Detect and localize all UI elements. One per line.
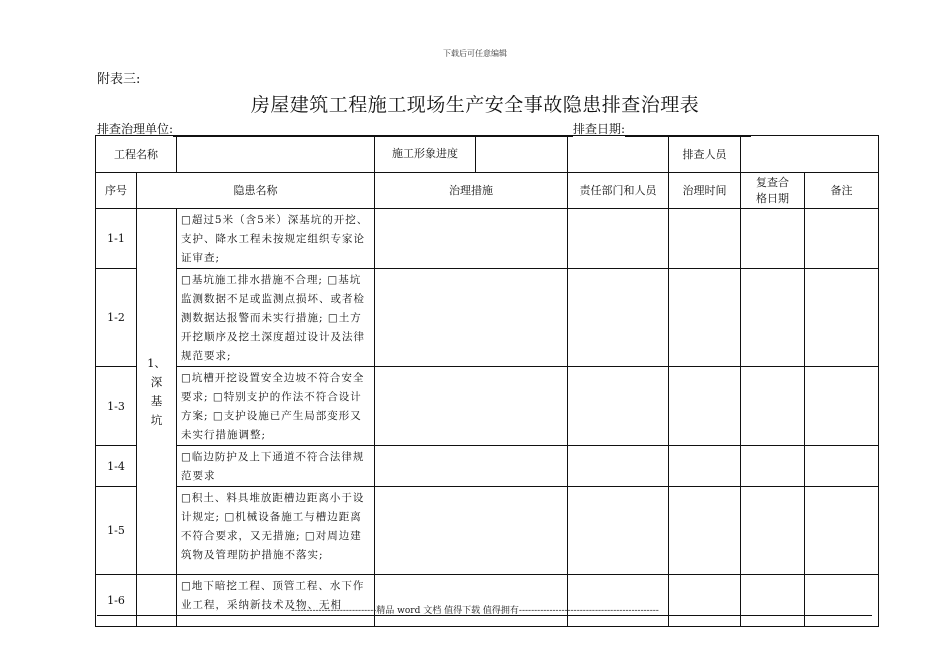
progress-label: 施工形象进度 <box>375 136 476 172</box>
col-recheck: 复查合格日期 <box>741 173 805 209</box>
col-no: 序号 <box>96 173 137 209</box>
row-no: 1-4 <box>96 446 137 487</box>
col-dept: 责任部门和人员 <box>568 173 669 209</box>
time-cell <box>669 575 741 627</box>
progress-cell <box>375 136 568 173</box>
measure-cell <box>375 487 568 575</box>
measure-cell <box>375 209 568 269</box>
table-row <box>96 446 879 487</box>
dept-cell <box>568 209 669 269</box>
remark-cell <box>805 269 879 367</box>
recheck-cell <box>741 209 805 269</box>
category-empty-cell <box>137 575 177 627</box>
category-cell <box>137 209 177 575</box>
row-no: 1-2 <box>96 269 137 367</box>
hazard-table <box>95 135 879 627</box>
remark-cell <box>805 446 879 487</box>
measure-cell <box>375 446 568 487</box>
footer-rule <box>97 615 872 616</box>
recheck-cell <box>741 575 805 627</box>
recheck-cell <box>741 446 805 487</box>
info-row <box>96 136 879 173</box>
recheck-cell <box>741 269 805 367</box>
dept-cell <box>568 269 669 367</box>
time-cell <box>669 209 741 269</box>
table-row <box>96 209 879 269</box>
hazard-text: □积土、料具堆放距槽边距离小于设计规定; □机械设备施工与槽边距离不符合要求，又无措施; □对周边建筑物及管理防护措施不落实; <box>177 487 375 575</box>
project-name-value <box>177 136 375 173</box>
inspector-value <box>741 136 879 173</box>
time-cell <box>669 446 741 487</box>
remark-cell <box>805 209 879 269</box>
remark-cell <box>805 367 879 446</box>
recheck-cell <box>741 367 805 446</box>
measure-cell <box>375 367 568 446</box>
table-row <box>96 575 879 627</box>
hazard-text: □临边防护及上下通道不符合法律规范要求 <box>177 446 375 487</box>
row-no: 1-3 <box>96 367 137 446</box>
column-header-row <box>96 173 879 209</box>
recheck-cell <box>741 487 805 575</box>
time-cell <box>669 367 741 446</box>
unit-label: 排查治理单位: <box>97 122 174 136</box>
col-remark: 备注 <box>805 173 879 209</box>
measure-cell <box>375 575 568 627</box>
dept-cell <box>568 367 669 446</box>
inspector-label: 排查人员 <box>669 136 741 173</box>
row-no: 1-1 <box>96 209 137 269</box>
time-cell <box>669 487 741 575</box>
page-header: 下载后可任意编辑 <box>443 49 507 58</box>
remark-cell <box>805 575 879 627</box>
page-footer: ----------------------------精品 word 文档 值得下载 值得拥有---------------------------------------------- <box>291 606 659 616</box>
table-row <box>96 487 879 575</box>
date-label: 排查日期: <box>573 122 626 136</box>
row-no: 1-5 <box>96 487 137 575</box>
row-no: 1-6 <box>96 575 137 627</box>
dept-cell <box>568 446 669 487</box>
hazard-text: □基坑施工排水措施不合理; □基坑监测数据不足或监测点损坏、或者检测数据达报警而未实行措施; □土方开挖顺序及挖土深度超过设计及法律规范要求; <box>177 269 375 367</box>
progress-value-extra <box>568 136 669 173</box>
time-cell <box>669 269 741 367</box>
remark-cell <box>805 487 879 575</box>
form-title: 房屋建筑工程施工现场生产安全事故隐患排查治理表 <box>250 94 700 116</box>
col-time: 治理时间 <box>669 173 741 209</box>
col-hazard: 隐患名称 <box>137 173 375 209</box>
hazard-text: □地下暗挖工程、顶管工程、水下作业工程，采纳新技术及物、无相 <box>177 575 375 627</box>
appendix-label: 附表三: <box>97 72 141 87</box>
dept-cell <box>568 575 669 627</box>
hazard-text: □坑槽开挖设置安全边坡不符合安全要求; □特别支护的作法不符合设计方案; □支护设施已产生局部变形又未实行措施调整; <box>177 367 375 446</box>
table-row <box>96 367 879 446</box>
measure-cell <box>375 269 568 367</box>
project-name-label: 工程名称 <box>96 136 177 173</box>
category-label: 1、深基坑 <box>147 355 166 427</box>
col-measure: 治理措施 <box>375 173 568 209</box>
table-row <box>96 269 879 367</box>
hazard-text: □超过5米（含5米）深基坑的开挖、支护、降水工程未按规定组织专家论证审查; <box>177 209 375 269</box>
dept-cell <box>568 487 669 575</box>
